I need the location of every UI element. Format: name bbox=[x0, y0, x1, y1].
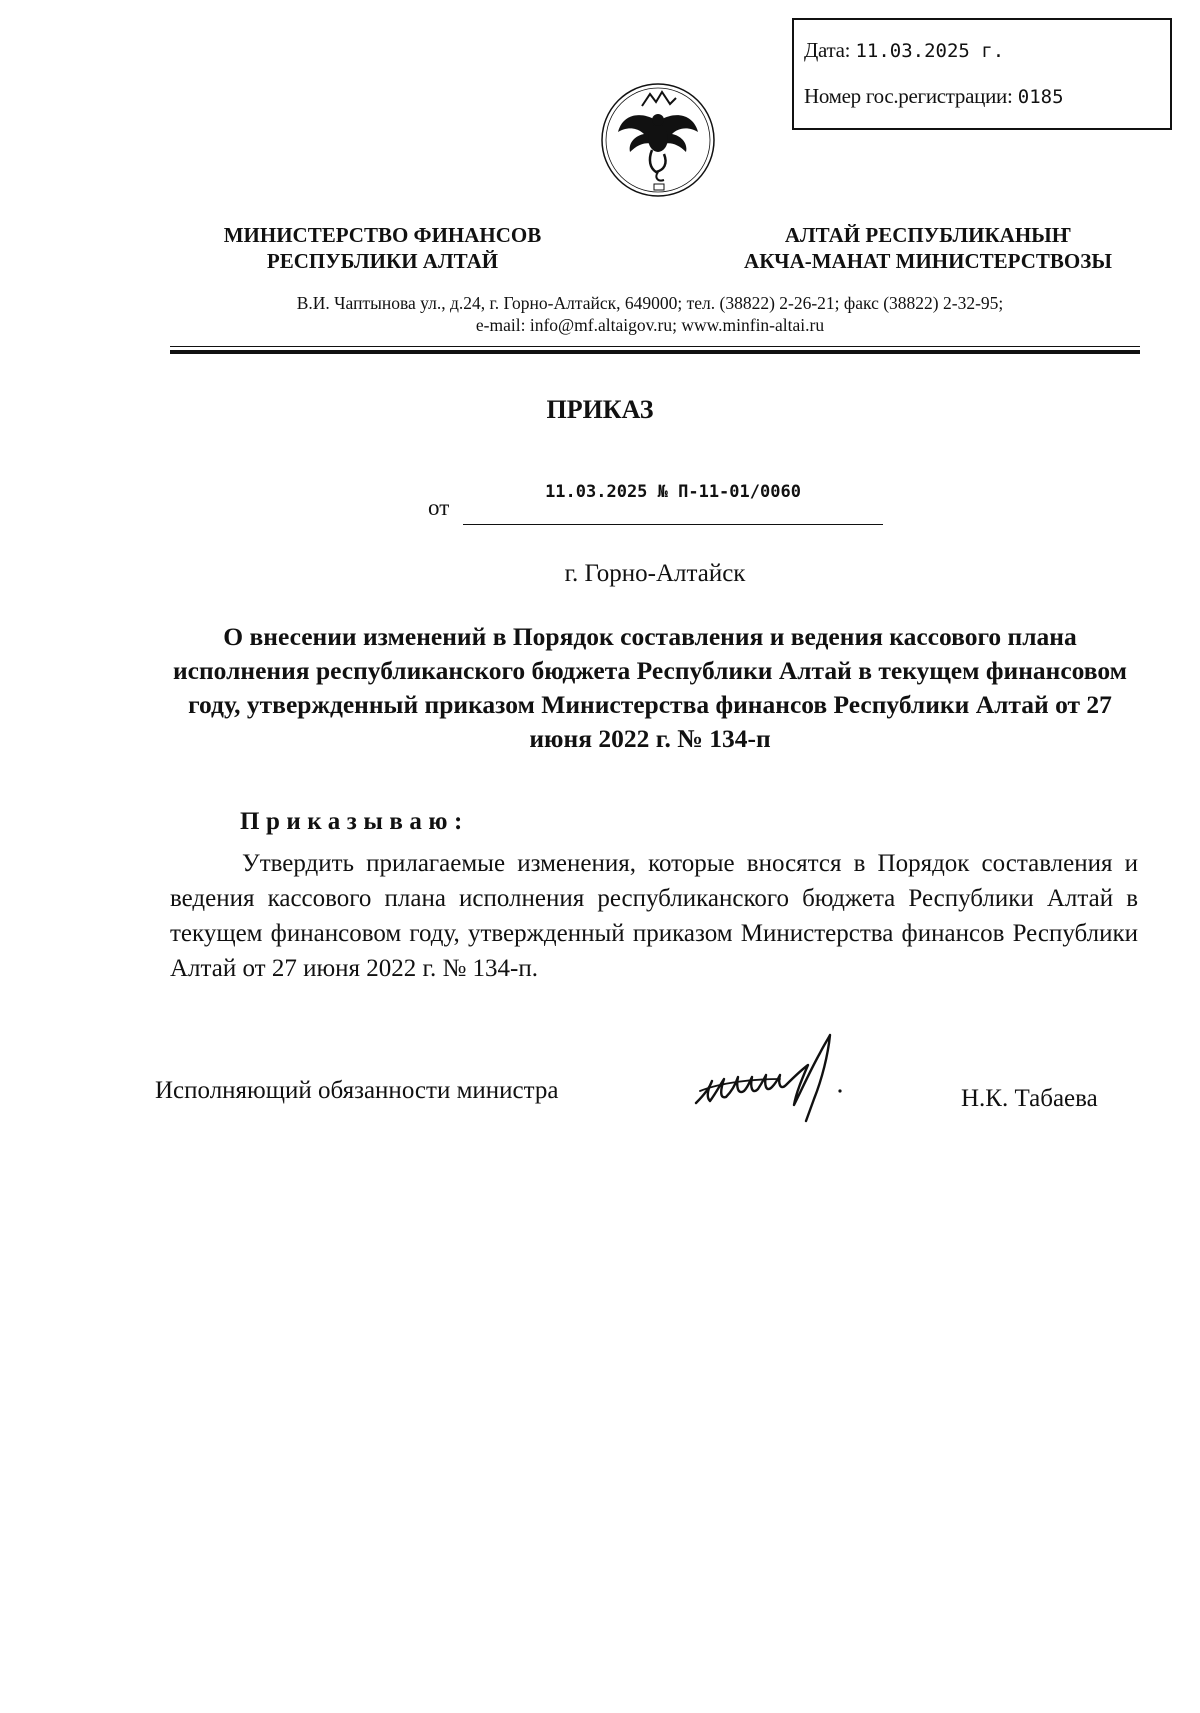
registration-date-label: Дата: bbox=[804, 38, 851, 62]
document-body: Утвердить прилагаемые изменения, которые вносятся в Порядок составления и ведения кассового плана исполнения республиканского бюджета Республики Алтай в текущем финансовом году, утвержденный приказом Министерства финансов Республики Алтай от 27 июня 2022 г. № 134-п. bbox=[170, 850, 1138, 982]
registration-stamp bbox=[792, 18, 1172, 130]
ministry-name-alt-line2: АКЧА-МАНАТ МИНИСТЕРСТВОЗЫ bbox=[744, 249, 1112, 273]
address-line-1: В.И. Чаптынова ул., д.24, г. Горно-Алтайск, 649000; тел. (38822) 2-26-21; факс (38822) 2-32-95; bbox=[296, 293, 1004, 313]
registration-number-label: Номер гос.регистрации: bbox=[804, 84, 1013, 108]
ministry-name-ru-line2: РЕСПУБЛИКИ АЛТАЙ bbox=[266, 249, 499, 273]
order-word: Приказываю: bbox=[240, 808, 469, 835]
ministry-name-alt bbox=[718, 222, 1138, 274]
date-number-underline bbox=[463, 524, 883, 525]
document-city: г. Горно-Алтайск bbox=[564, 560, 746, 587]
from-label: от bbox=[428, 495, 450, 520]
document-date-number: 11.03.2025 № П-11-01/0060 bbox=[545, 482, 801, 502]
ministry-name-alt-line1: АЛТАЙ РЕСПУБЛИКАНЫҤ bbox=[784, 223, 1072, 247]
document-title: ПРИКАЗ bbox=[546, 395, 654, 424]
ministry-name-ru bbox=[190, 222, 575, 274]
ministry-address bbox=[150, 292, 1150, 336]
document-subject: О внесении изменений в Порядок составления и ведения кассового плана исполнения республиканского бюджета Республики Алтай в текущем финансовом году, утвержденный приказом Министерства финансов Республики Алтай от 27 июня 2022 г. № 134-п bbox=[172, 622, 1128, 753]
header-divider-thin bbox=[170, 346, 1140, 347]
header-divider-thick bbox=[170, 350, 1140, 354]
ministry-name-ru-line1: МИНИСТЕРСТВО ФИНАНСОВ bbox=[223, 223, 542, 247]
signatory-position: Исполняющий обязанности министра bbox=[155, 1077, 559, 1104]
address-line-2: e-mail: info@mf.altaigov.ru; www.minfin-altai.ru bbox=[475, 315, 825, 335]
registration-date bbox=[804, 40, 1004, 61]
registration-number-value: 0185 bbox=[1017, 86, 1064, 108]
registration-number bbox=[804, 86, 1064, 107]
handwritten-signature bbox=[690, 1025, 890, 1125]
registration-date-value: 11.03.2025 г. bbox=[855, 40, 1005, 62]
altai-coat-of-arms-icon bbox=[598, 80, 718, 200]
signatory-name: Н.К. Табаева bbox=[961, 1085, 1098, 1112]
